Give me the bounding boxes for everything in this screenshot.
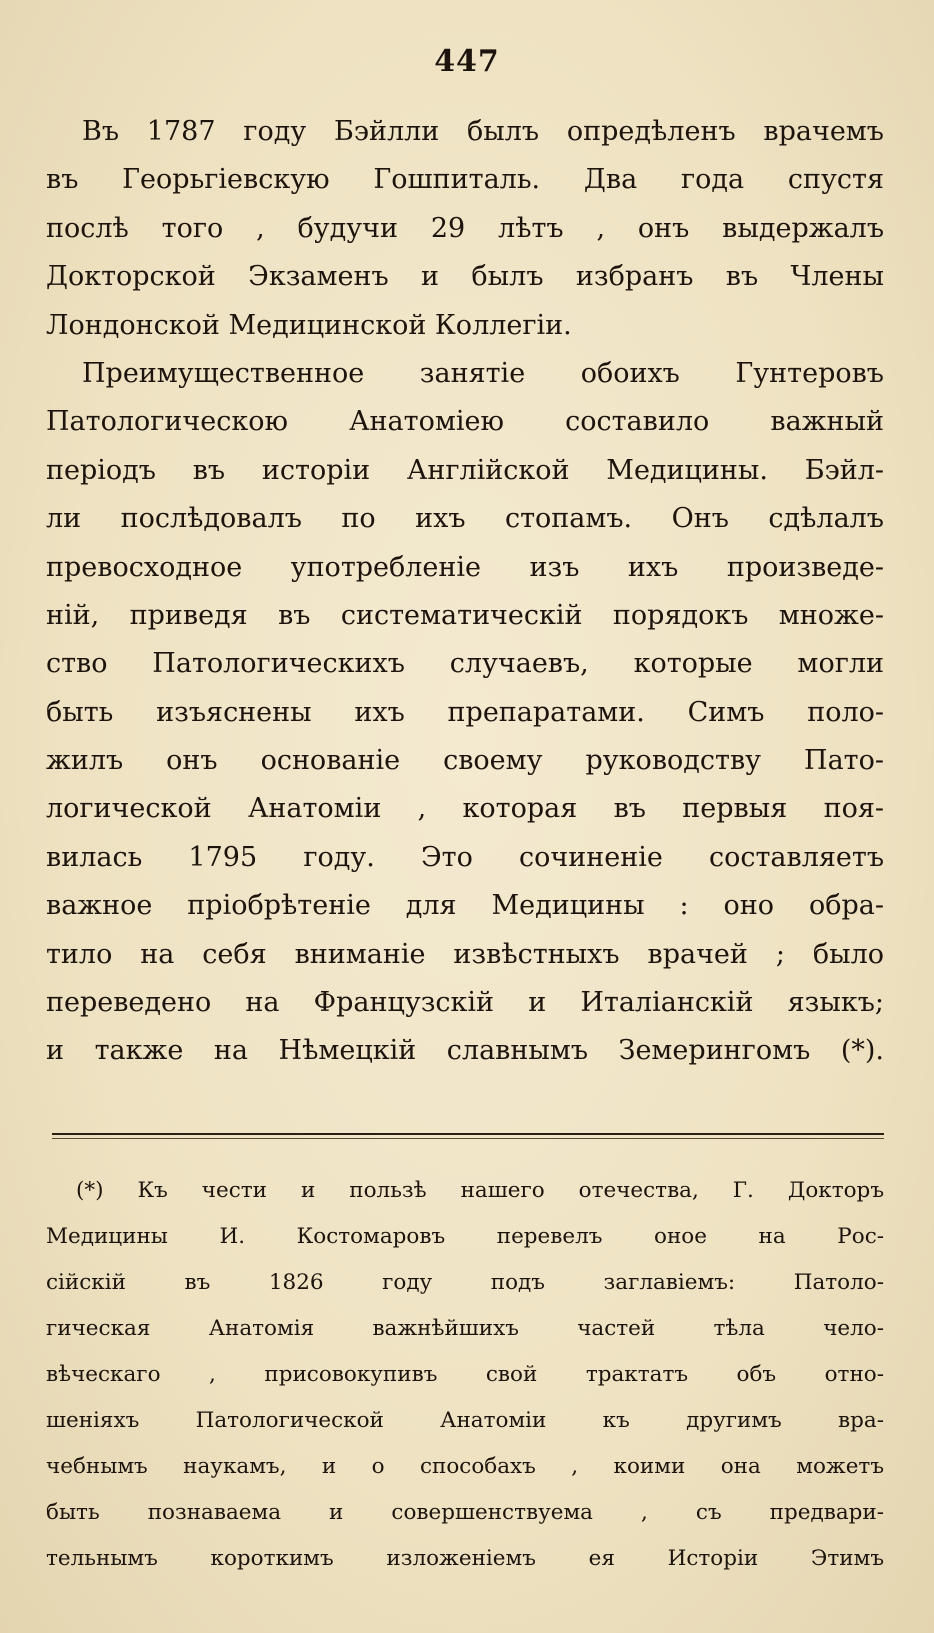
text-line: ство Патологическихъ случаевъ, которые могли (46, 648, 884, 680)
text-line: послѣ того , будучи 29 лѣтъ , онъ выдержалъ (46, 212, 884, 244)
main-text (46, 108, 884, 1076)
text-line: Докторской Экзаменъ и былъ избранъ въ Члены (46, 261, 884, 293)
text-line: Патологическою Анатоміею составило важный (46, 406, 884, 438)
text-line: и также на Нѣмецкій славнымъ Земерингомъ (*). (46, 1035, 884, 1067)
text-line: тило на себя вниманіе извѣстныхъ врачей ; было (46, 938, 884, 970)
text-line: переведено на Французскій и Италіанскій языкъ; (46, 987, 884, 1019)
text-line: превосходное употребленіе изъ ихъ произведе- (46, 551, 884, 583)
footnote-line: тельнымъ короткимъ изложеніемъ ея Исторіи Этимъ (46, 1546, 884, 1571)
text-line: Лондонской Медицинской Коллегіи. (46, 309, 572, 341)
page-number: 447 (434, 44, 500, 79)
footnote-line: шеніяхъ Патологической Анатоміи къ другимъ вра- (46, 1408, 884, 1433)
text-line: важное пріобрѣтеніе для Медицины : оно обра- (46, 890, 884, 922)
footnote-line: гическая Анатомія важнѣйшихъ частей тѣла чело- (46, 1316, 884, 1341)
text-line: ній, приведя въ систематическій порядокъ множе- (46, 599, 884, 631)
text-line: вилась 1795 году. Это сочиненіе составляетъ (46, 841, 884, 873)
text-line: ли послѣдовалъ по ихъ стопамъ. Онъ сдѣлалъ (46, 503, 884, 535)
footnote-line: быть познаваема и совершенствуема , съ предвари- (46, 1500, 884, 1525)
text-line: быть изъяснены ихъ препаратами. Симъ поло- (46, 696, 884, 728)
text-line: въ Георьгіевскую Гошпиталь. Два года спустя (46, 164, 884, 196)
text-line: Въ 1787 году Бэйлли былъ опредѣленъ врачемъ (82, 116, 884, 147)
footnote-divider-thin (52, 1138, 884, 1139)
text-line: жилъ онъ основаніе своему руководству Пато- (46, 745, 884, 777)
footnote (46, 1168, 884, 1582)
text-line: Преимущественное занятіе обоихъ Гунтеровъ (82, 357, 884, 389)
footnote-line: сійскій въ 1826 году подъ заглавіемъ: Патоло- (46, 1270, 884, 1295)
footnote-divider (52, 1133, 884, 1135)
text-line: логической Анатоміи , которая въ первыя поя- (46, 793, 884, 825)
footnote-line: (*) Къ чести и пользѣ нашего отечества, Г. Докторъ (76, 1178, 884, 1203)
footnote-line: Медицины И. Костомаровъ перевелъ оное на Рос- (46, 1224, 884, 1249)
footnote-line: чебнымъ наукамъ, и о способахъ , коими она можетъ (46, 1454, 884, 1479)
footnote-line: вѣческаго , присовокупивъ свой трактатъ объ отно- (46, 1362, 884, 1387)
text-line: періодъ въ исторіи Англійской Медицины. Бэйл- (46, 454, 884, 486)
